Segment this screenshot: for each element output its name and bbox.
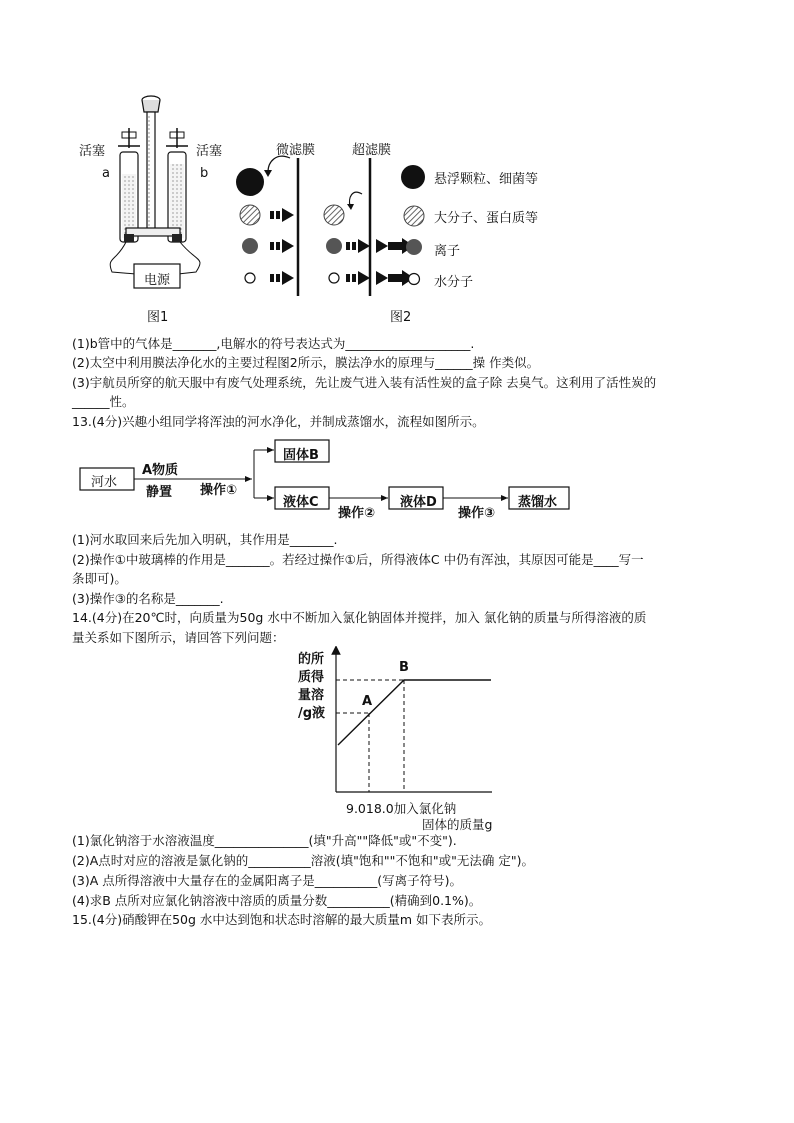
q13-part3: (3)操作③的名称是_______. [72,591,224,606]
graph-ylabel-line4: /g液 [298,706,326,721]
q14-part4: (4)求B 点所对应氯化钠溶液中溶质的质量分数__________(精确到0.1%)。 [72,893,482,908]
q12-part3-line2: ______性。 [72,394,135,409]
figure-2-caption: 图2 [390,310,412,325]
q12-part3-line1: (3)宇航员所穿的航天服中有废气处理系统，先让废气进入装有活性炭的盒子除 去臭气。这利用了活性炭的 [72,375,657,390]
ultra-membrane-label: 超滤膜 [352,143,392,158]
q13-part1: (1)河水取回来后先加入明矾，其作用是_______. [72,532,338,547]
micro-membrane-label: 微滤膜 [276,143,316,158]
flow-op3: 操作③ [458,506,496,521]
tube-a-label: a [102,166,110,181]
flow-agent-top: A物质 [142,463,179,478]
graph-xlabel-line1: 9.018.0加入氯化钠 [346,801,457,816]
q12-part1: (1)b管中的气体是_______,电解水的符号表达式为____________________. [72,336,475,351]
legend-suspended-particles: 悬浮颗粒、细菌等 [434,172,539,187]
q14-stem-line1: 14.(4分)在20℃时，向质量为50g 水中不断加入氯化钠固体并搅拌，加入 氯化钠的质量与所得溶液的质 [72,610,647,625]
legend-hatched-circle-icon [403,205,425,227]
right-valve-label: 活塞 [196,144,223,159]
q14-part1: (1)氯化钠溶于水溶液温度_______________(填"升高""降低"或"不变"). [72,833,457,848]
graph-ylabel-line2: 质得 [298,670,325,685]
solution-mass-graph [296,646,496,798]
legend-water-molecules: 水分子 [434,275,474,290]
graph-ylabel-line3: 量溶 [298,688,325,703]
q14-part2: (2)A点时对应的溶液是氯化钠的__________溶液(填"饱和""不饱和"或"无法确 定")。 [72,853,534,868]
membrane-filtration-figure [236,150,416,300]
q14-stem-line2: 量关系如下图所示，请回答下列问题： [72,630,285,645]
flow-op1: 操作① [200,483,238,498]
flow-solid-b: 固体B [283,448,319,463]
flow-river-box: 河水 [91,475,118,490]
graph-ylabel-line1: 的所 [298,652,325,667]
legend-gray-circle-icon [405,238,423,256]
flow-liquid-d: 液体D [400,495,437,510]
left-valve-label: 活塞 [79,144,106,159]
legend-ions: 离子 [434,244,461,259]
q13-stem: 13.(4分)兴趣小组同学将浑浊的河水净化，并制成蒸馏水，流程如图所示。 [72,414,485,429]
flow-liquid-c: 液体C [283,495,319,510]
flow-agent-bottom: 静置 [146,485,173,500]
legend-macromolecules: 大分子、蛋白质等 [434,211,539,226]
legend-white-circle-icon [407,272,421,286]
figure-1-caption: 图1 [147,310,169,325]
power-label: 电源 [144,273,171,288]
q13-part2-line2: 条即可)。 [72,571,127,586]
q13-part2-line1: (2)操作①中玻璃棒的作用是_______。若经过操作①后，所得液体C 中仍有浑浊，其原因可能是____写一 [72,552,644,567]
q12-part2: (2)太空中利用膜法净化水的主要过程图2所示，膜法净水的原理与______操 作类似。 [72,355,540,370]
q14-part3: (3)A 点所得溶液中大量存在的金属阳离子是__________(写离子符号)。 [72,873,462,888]
graph-point-b-label: B [399,660,409,675]
q15-stem: 15.(4分)硝酸钾在50g 水中达到饱和状态时溶解的最大质量m 如下表所示。 [72,912,492,927]
flow-op2: 操作② [338,506,376,521]
flow-distilled-water: 蒸馏水 [518,495,558,510]
graph-point-a-label: A [362,694,373,709]
graph-xlabel-line2: 固体的质量g [422,817,493,832]
electrolysis-apparatus-figure [76,92,236,328]
legend-black-circle-icon [400,164,426,190]
tube-b-label: b [200,166,209,181]
